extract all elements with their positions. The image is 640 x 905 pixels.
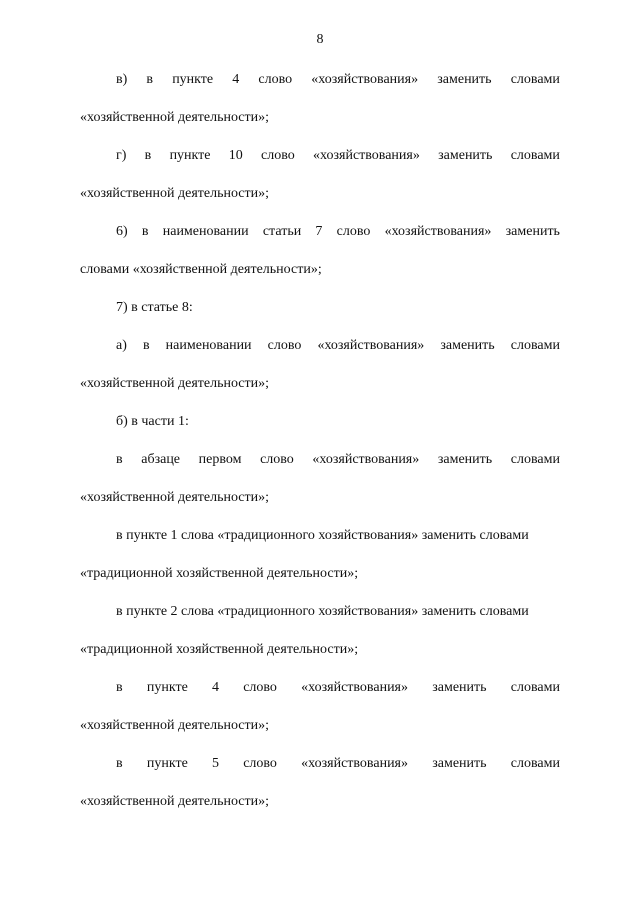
word: «хозяйствования» [317, 338, 425, 353]
text-line [80, 678, 560, 716]
text-line: «традиционной хозяйственной деятельности»; [80, 566, 359, 581]
word: в [141, 224, 149, 239]
word: заменить [432, 756, 487, 771]
word: слово [243, 756, 277, 771]
word: словами [510, 452, 560, 467]
word: «хозяйствования» [313, 148, 420, 163]
word: пункте [146, 680, 188, 695]
word: наименовании [165, 338, 252, 353]
text-line: б) в части 1: [116, 414, 189, 429]
text-line: 7) в статье 8: [116, 300, 193, 315]
text-line: в пункте 2 слова «традиционного хозяйствования» заменить словами [116, 604, 529, 619]
text-line: «хозяйственной деятельности»; [80, 490, 270, 505]
text-line: «традиционной хозяйственной деятельности»; [80, 642, 359, 657]
word: г) [116, 148, 127, 163]
word: наименовании [162, 224, 249, 239]
word: слово [336, 224, 371, 239]
word: 10 [228, 148, 243, 163]
word: 5 [212, 756, 219, 771]
word: словами [510, 72, 560, 87]
word: в [116, 756, 123, 771]
word: в [146, 72, 154, 87]
word: «хозяйствования» [311, 72, 419, 87]
word: в) [116, 72, 128, 87]
text-line: в пункте 1 слова «традиционного хозяйствования» заменить словами [116, 528, 529, 543]
word: абзаце [141, 452, 181, 467]
document-body [80, 70, 560, 830]
text-line: «хозяйственной деятельности»; [80, 110, 270, 125]
word: словами [510, 756, 560, 771]
word: 7 [315, 224, 323, 239]
text-line [80, 450, 560, 488]
word: 4 [212, 680, 219, 695]
text-line: «хозяйственной деятельности»; [80, 718, 270, 733]
word: заменить [432, 680, 487, 695]
word: первом [198, 452, 242, 467]
word: заменить [437, 72, 492, 87]
word: слово [261, 148, 295, 163]
word: пункте [169, 148, 211, 163]
word: пункте [172, 72, 214, 87]
word: «хозяйствования» [301, 680, 408, 695]
word: в [116, 452, 123, 467]
word: заменить [505, 224, 560, 239]
text-line [80, 336, 560, 374]
text-line: «хозяйственной деятельности»; [80, 186, 270, 201]
text-line [80, 146, 560, 184]
word: словами [510, 680, 560, 695]
word: заменить [438, 148, 493, 163]
word: пункте [146, 756, 188, 771]
text-line [80, 70, 560, 108]
text-line: «хозяйственной деятельности»; [80, 376, 270, 391]
word: «хозяйствования» [384, 224, 492, 239]
word: в [142, 338, 150, 353]
word: заменить [440, 338, 495, 353]
word: 6) [116, 224, 128, 239]
text-line: «хозяйственной деятельности»; [80, 794, 270, 809]
word: словами [510, 148, 560, 163]
word: «хозяйствования» [312, 452, 420, 467]
word: а) [116, 338, 127, 353]
word: заменить [437, 452, 493, 467]
page-number: 8 [316, 32, 324, 47]
word: слово [243, 680, 277, 695]
word: в [144, 148, 152, 163]
word: в [116, 680, 123, 695]
word: «хозяйствования» [301, 756, 408, 771]
word: слово [260, 452, 294, 467]
word: словами [510, 338, 560, 353]
text-line [80, 222, 560, 260]
word: статьи [262, 224, 302, 239]
text-line [80, 754, 560, 792]
text-line: словами «хозяйственной деятельности»; [80, 262, 322, 277]
word: 4 [232, 72, 240, 87]
word: слово [267, 338, 302, 353]
word: слово [258, 72, 293, 87]
